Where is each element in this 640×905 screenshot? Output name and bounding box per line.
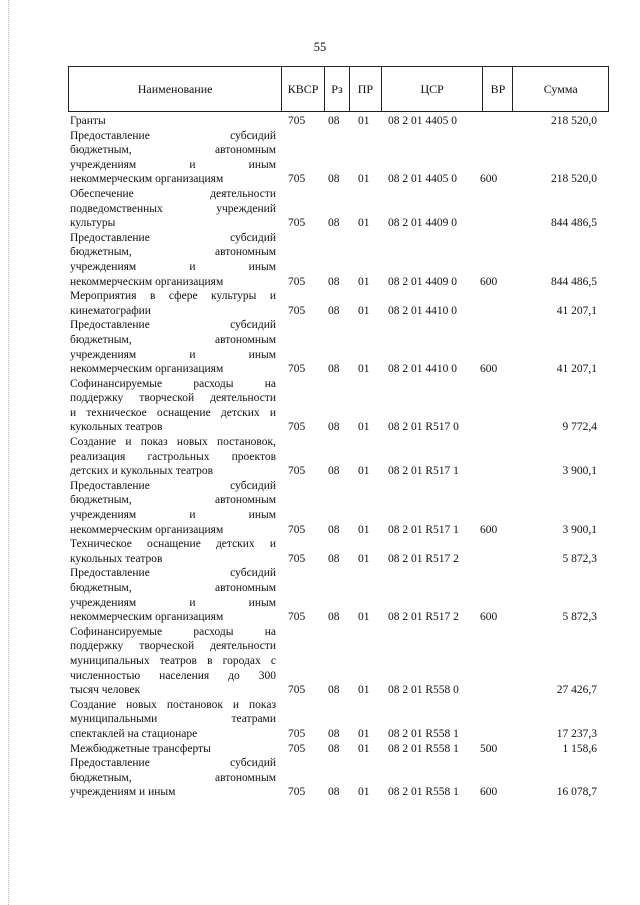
row-name-line: тысяч человек bbox=[70, 684, 141, 697]
row-kvsr: 705 bbox=[288, 611, 306, 624]
row-name-line: бюджетным, автономным bbox=[70, 494, 276, 507]
row-kvsr: 705 bbox=[288, 304, 306, 317]
row-csr: 08 2 01 4409 0 bbox=[388, 275, 457, 288]
table-row bbox=[68, 625, 609, 698]
row-kvsr: 705 bbox=[288, 275, 306, 288]
page-number: 55 bbox=[313, 40, 327, 54]
row-csr: 08 2 01 4409 0 bbox=[388, 217, 457, 230]
table-body bbox=[68, 114, 609, 800]
row-name bbox=[68, 435, 276, 479]
row-pr: 01 bbox=[358, 363, 370, 376]
table-row bbox=[68, 479, 609, 537]
row-name-line: учреждениям и иным bbox=[70, 158, 276, 171]
row-name bbox=[68, 698, 276, 742]
row-rz: 08 bbox=[328, 275, 340, 288]
row-name-line: Создание и показ новых постановок, bbox=[70, 436, 276, 449]
row-sum: 5 872,3 bbox=[562, 611, 597, 624]
row-csr: 08 2 01 R517 1 bbox=[388, 523, 459, 536]
row-name-line: численностью населения до 300 bbox=[70, 669, 276, 682]
table-row bbox=[68, 566, 609, 624]
row-name-line: некоммерческим организациям bbox=[70, 611, 224, 624]
row-name-line: бюджетным, автономным bbox=[70, 144, 276, 157]
row-csr: 08 2 01 R517 2 bbox=[388, 611, 459, 624]
row-name-line: Обеспечение деятельности bbox=[70, 187, 276, 200]
row-name-line: муниципальными театрами bbox=[70, 713, 276, 726]
row-name-line: кинематографии bbox=[70, 304, 151, 317]
row-name-line: Межбюджетные трансферты bbox=[70, 742, 211, 755]
row-sum: 5 872,3 bbox=[562, 552, 597, 565]
row-name-line: кукольных театров bbox=[70, 552, 163, 565]
row-kvsr: 705 bbox=[288, 552, 306, 565]
row-name bbox=[68, 187, 276, 231]
table-row bbox=[68, 537, 609, 566]
header-kvsr: КВСР bbox=[282, 67, 325, 111]
row-vr: 600 bbox=[480, 173, 498, 186]
header-csr: ЦСР bbox=[382, 67, 484, 111]
row-kvsr: 705 bbox=[288, 727, 306, 740]
row-sum: 9 772,4 bbox=[562, 421, 597, 434]
table-row bbox=[68, 114, 609, 129]
row-name-line: подведомственных учреждений bbox=[70, 202, 276, 215]
row-name bbox=[68, 479, 276, 537]
row-rz: 08 bbox=[328, 217, 340, 230]
row-pr: 01 bbox=[358, 275, 370, 288]
table-row bbox=[68, 187, 609, 231]
row-rz: 08 bbox=[328, 115, 340, 127]
row-pr: 01 bbox=[358, 786, 370, 799]
row-csr: 08 2 01 R517 1 bbox=[388, 465, 459, 478]
header-rz: Рз bbox=[325, 67, 350, 111]
row-name bbox=[68, 129, 276, 187]
row-name-line: Предоставление субсидий bbox=[70, 757, 276, 770]
row-csr: 08 2 01 R558 1 bbox=[388, 727, 459, 740]
row-sum: 844 486,5 bbox=[551, 275, 597, 288]
row-name-line: учреждениям и иным bbox=[70, 260, 276, 273]
row-name-line: Софинансируемые расходы на bbox=[70, 377, 276, 390]
row-name-line: некоммерческим организациям bbox=[70, 363, 224, 376]
row-csr: 08 2 01 4410 0 bbox=[388, 363, 457, 376]
row-pr: 01 bbox=[358, 115, 370, 127]
row-kvsr: 705 bbox=[288, 742, 306, 755]
row-name bbox=[68, 231, 276, 289]
row-name bbox=[68, 318, 276, 376]
row-csr: 08 2 01 R558 1 bbox=[388, 786, 459, 799]
row-name-line: кукольных театров bbox=[70, 421, 163, 434]
table-row bbox=[68, 756, 609, 800]
row-name-line: культуры bbox=[70, 217, 116, 230]
row-name-line: Предоставление субсидий bbox=[70, 319, 276, 332]
row-name-line: некоммерческим организациям bbox=[70, 173, 224, 186]
table-row bbox=[68, 318, 609, 376]
row-sum: 1 158,6 bbox=[562, 742, 597, 755]
row-sum: 41 207,1 bbox=[556, 304, 597, 317]
row-name-line: Мероприятия в сфере культуры и bbox=[70, 290, 276, 303]
table-row bbox=[68, 377, 609, 435]
table-row bbox=[68, 698, 609, 742]
row-name bbox=[68, 537, 276, 566]
row-name-line: бюджетным, автономным bbox=[70, 771, 276, 784]
table-row bbox=[68, 435, 609, 479]
row-name-line: поддержку творческой деятельности bbox=[70, 392, 276, 405]
row-vr: 600 bbox=[480, 611, 498, 624]
row-sum: 844 486,5 bbox=[551, 217, 597, 230]
row-sum: 3 900,1 bbox=[562, 465, 597, 478]
row-name-line: детских и кукольных театров bbox=[70, 465, 214, 478]
header-sum: Сумма bbox=[543, 81, 578, 96]
row-rz: 08 bbox=[328, 523, 340, 536]
row-name-line: бюджетным, автономным bbox=[70, 582, 276, 594]
row-pr: 01 bbox=[358, 304, 370, 317]
row-sum: 218 520,0 bbox=[551, 173, 597, 186]
row-rz: 08 bbox=[328, 465, 340, 478]
row-csr: 08 2 01 R558 0 bbox=[388, 684, 459, 697]
row-pr: 01 bbox=[358, 421, 370, 434]
row-name bbox=[68, 756, 276, 800]
row-kvsr: 705 bbox=[288, 465, 306, 478]
row-name-line: учреждениям и иным bbox=[70, 348, 276, 361]
row-csr: 08 2 01 4410 0 bbox=[388, 304, 457, 317]
row-vr: 500 bbox=[480, 742, 498, 755]
row-rz: 08 bbox=[328, 552, 340, 565]
header-pr: ПР bbox=[350, 67, 382, 111]
row-kvsr: 705 bbox=[288, 217, 306, 230]
row-kvsr: 705 bbox=[288, 115, 306, 127]
header-vr: ВР bbox=[483, 67, 513, 111]
row-csr: 08 2 01 R517 0 bbox=[388, 421, 459, 434]
row-pr: 01 bbox=[358, 611, 370, 624]
row-name bbox=[68, 114, 276, 129]
table-header bbox=[68, 66, 609, 112]
table-row bbox=[68, 129, 609, 187]
row-name bbox=[68, 289, 276, 318]
row-rz: 08 bbox=[328, 611, 340, 624]
row-csr: 08 2 01 4405 0 bbox=[388, 173, 457, 186]
row-name-line: некоммерческим организациям bbox=[70, 275, 224, 288]
row-rz: 08 bbox=[328, 786, 340, 799]
row-sum: 27 426,7 bbox=[556, 684, 597, 697]
table-row bbox=[68, 742, 609, 757]
row-csr: 08 2 01 R517 2 bbox=[388, 552, 459, 565]
row-pr: 01 bbox=[358, 742, 370, 755]
header-name: Наименование bbox=[69, 67, 282, 111]
row-csr: 08 2 01 R558 1 bbox=[388, 742, 459, 755]
row-rz: 08 bbox=[328, 684, 340, 697]
row-csr: 08 2 01 4405 0 bbox=[388, 115, 457, 127]
row-rz: 08 bbox=[328, 742, 340, 755]
row-rz: 08 bbox=[328, 421, 340, 434]
row-pr: 01 bbox=[358, 217, 370, 230]
row-name-line: поддержку творческой деятельности bbox=[70, 640, 276, 653]
row-pr: 01 bbox=[358, 523, 370, 536]
table-row bbox=[68, 289, 609, 318]
row-name-line: учреждениям и иным bbox=[70, 786, 176, 799]
row-name-line: бюджетным, автономным bbox=[70, 246, 276, 259]
row-name-line: Софинансируемые расходы на bbox=[70, 625, 276, 638]
row-sum: 3 900,1 bbox=[562, 523, 597, 536]
row-vr: 600 bbox=[480, 786, 498, 799]
row-sum: 17 237,3 bbox=[556, 727, 597, 740]
row-pr: 01 bbox=[358, 173, 370, 186]
row-kvsr: 705 bbox=[288, 173, 306, 186]
row-vr: 600 bbox=[480, 523, 498, 536]
row-name-line: учреждениям и иным bbox=[70, 509, 276, 522]
row-pr: 01 bbox=[358, 684, 370, 697]
row-name-line: муниципальных театров в городах с bbox=[70, 654, 276, 667]
row-name bbox=[68, 566, 276, 624]
row-rz: 08 bbox=[328, 727, 340, 740]
row-name-line: и техническое оснащение детских и bbox=[70, 406, 276, 419]
row-pr: 01 bbox=[358, 465, 370, 478]
row-name-line: спектаклей на стационаре bbox=[70, 727, 198, 740]
row-kvsr: 705 bbox=[288, 363, 306, 376]
row-name-line: Техническое оснащение детских и bbox=[70, 538, 276, 551]
row-name-line: Предоставление субсидий bbox=[70, 231, 276, 244]
row-sum: 16 078,7 bbox=[556, 786, 597, 799]
row-pr: 01 bbox=[358, 727, 370, 740]
row-name-line: учреждениям и иным bbox=[70, 596, 276, 609]
row-name-line: некоммерческим организациям bbox=[70, 523, 224, 536]
row-name-line: реализация гастрольных проектов bbox=[70, 450, 276, 463]
row-kvsr: 705 bbox=[288, 786, 306, 799]
row-kvsr: 705 bbox=[288, 421, 306, 434]
row-sum: 41 207,1 bbox=[556, 363, 597, 376]
table-row bbox=[68, 231, 609, 289]
row-name-line: Создание новых постановок и показ bbox=[70, 698, 276, 711]
row-name bbox=[68, 377, 276, 435]
row-name bbox=[68, 625, 276, 698]
row-name-line: Гранты bbox=[70, 115, 106, 127]
row-sum: 218 520,0 bbox=[551, 115, 597, 127]
row-rz: 08 bbox=[328, 173, 340, 186]
row-name-line: Предоставление субсидий bbox=[70, 567, 276, 580]
scan-edge-dots bbox=[8, 0, 9, 905]
row-rz: 08 bbox=[328, 304, 340, 317]
row-name-line: Предоставление субсидий bbox=[70, 129, 276, 142]
row-vr: 600 bbox=[480, 275, 498, 288]
row-name-line: бюджетным, автономным bbox=[70, 333, 276, 346]
row-kvsr: 705 bbox=[288, 684, 306, 697]
row-kvsr: 705 bbox=[288, 523, 306, 536]
row-vr: 600 bbox=[480, 363, 498, 376]
row-rz: 08 bbox=[328, 363, 340, 376]
row-name-line: Предоставление субсидий bbox=[70, 479, 276, 492]
row-name bbox=[68, 742, 276, 757]
row-pr: 01 bbox=[358, 552, 370, 565]
